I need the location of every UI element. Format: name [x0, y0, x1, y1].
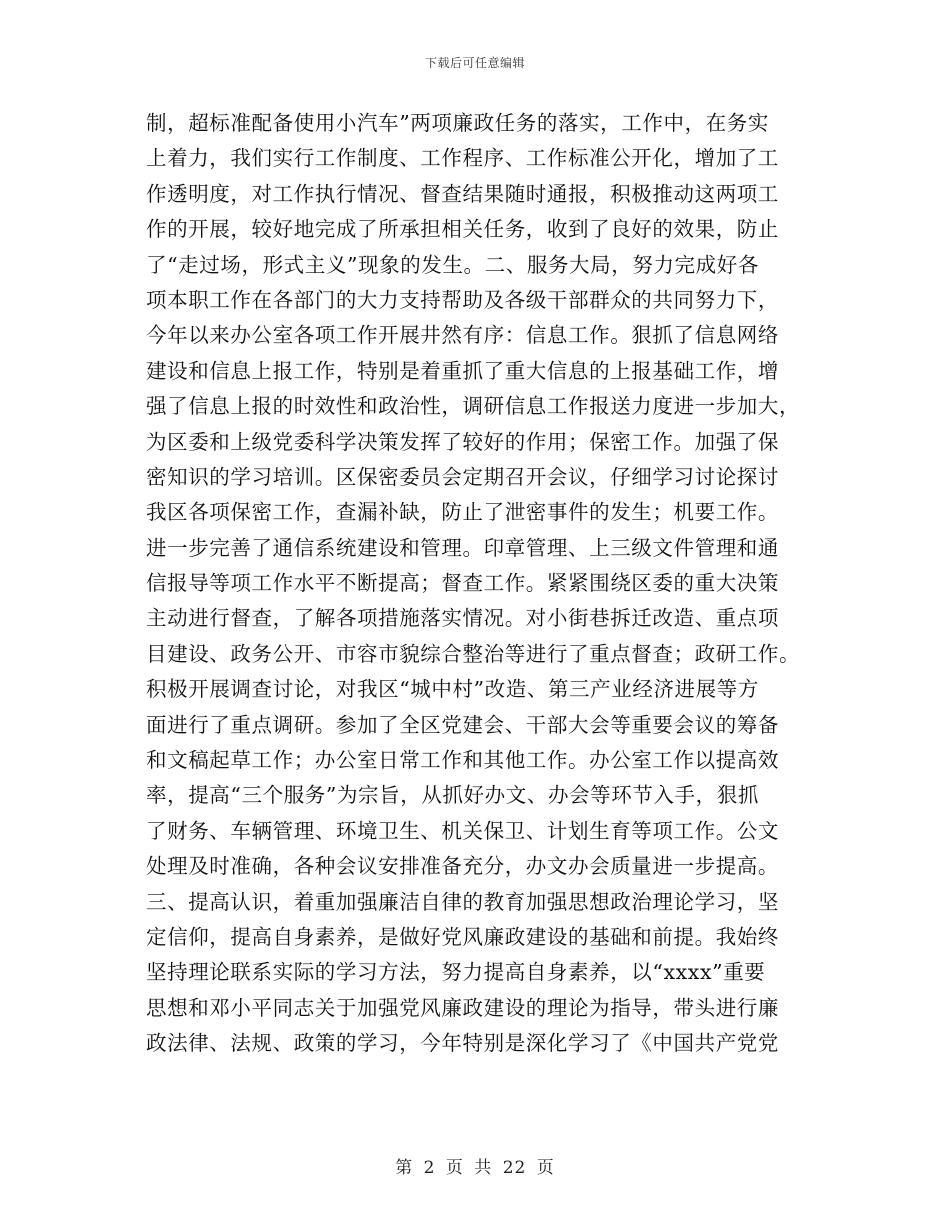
text-line: 和文稿起草工作；办公室日常工作和其他工作。办公室工作以提高效	[146, 748, 779, 773]
text-line: 面进行了重点调研。参加了全区党建会、干部大会等重要会议的筹备	[146, 712, 779, 737]
text-line: 强了信息上报的时效性和政治性，调研信息工作报送力度进一步加大，	[146, 394, 801, 419]
text-line: 我区各项保密工作，查漏补缺，防止了泄密事件的发生；机要工作。	[146, 500, 779, 525]
text-line: 政法律、法规、政策的学习，今年特别是深化学习了《中国共产党党	[146, 1031, 779, 1056]
document-body	[146, 106, 806, 1062]
text-line: 作的开展，较好地完成了所承担相关任务，收到了良好的效果，防止	[146, 217, 779, 242]
text-line: 建设和信息上报工作，特别是着重抓了重大信息的上报基础工作，增	[146, 358, 779, 383]
text-line: 项本职工作在各部门的大力支持帮助及各级干部群众的共同努力下，	[146, 287, 779, 312]
text-line: 处理及时准确，各种会议安排准备充分，办文办会质量进一步提高。	[146, 854, 779, 879]
text-line: 制，超标准配备使用小汽车”两项廉政任务的落实，工作中，在务实	[146, 111, 769, 135]
text-line: 思想和邓小平同志关于加强党风廉政建设的理论为指导，带头进行廉	[146, 995, 779, 1020]
text-line: 定信仰，提高自身素养，是做好党风廉政建设的基础和前提。我始终	[146, 924, 779, 949]
text-line: 三、提高认识，着重加强廉洁自律的教育加强思想政治理论学习，坚	[146, 889, 779, 914]
text-line: 进一步完善了通信系统建设和管理。印章管理、上三级文件管理和通	[146, 535, 779, 560]
text-line: 主动进行督查，了解各项措施落实情况。对小街巷拆迁改造、重点项	[146, 606, 779, 631]
text-line: 为区委和上级党委科学决策发挥了较好的作用；保密工作。加强了保	[146, 429, 779, 454]
text-line: 坚持理论联系实际的学习方法，努力提高自身素养，以“xxxx”重要	[146, 960, 766, 985]
text-line: 了财务、车辆管理、环境卫生、机关保卫、计划生育等项工作。公文	[146, 818, 779, 843]
text-line: 密知识的学习培训。区保密委员会定期召开会议，仔细学习讨论探讨	[146, 464, 779, 489]
text-line: 了“走过场，形式主义”现象的发生。二、服务大局，努力完成好各	[146, 252, 759, 277]
text-line: 率，提高“三个服务”为宗旨，从抓好办文、办会等环节入手，狠抓	[146, 783, 759, 808]
text-line: 目建设、政务公开、市容市貌综合整治等进行了重点督查；政研工作。	[146, 641, 801, 666]
text-line: 作透明度，对工作执行情况、督查结果随时通报，积极推动这两项工	[146, 181, 779, 206]
page-number: 第 2 页 共 22 页	[395, 1158, 555, 1178]
page-header: 下载后可任意编辑	[424, 56, 525, 70]
text-line: 上着力，我们实行工作制度、工作程序、工作标准公开化，增加了工	[146, 146, 779, 171]
text-line: 信报导等项工作水平不断提高；督查工作。紧紧围绕区委的重大决策	[146, 571, 779, 596]
text-line: 积极开展调查讨论，对我区“城中村”改造、第三产业经济进展等方	[146, 677, 759, 702]
text-line: 今年以来办公室各项工作开展井然有序：信息工作。狠抓了信息网络	[146, 323, 779, 348]
